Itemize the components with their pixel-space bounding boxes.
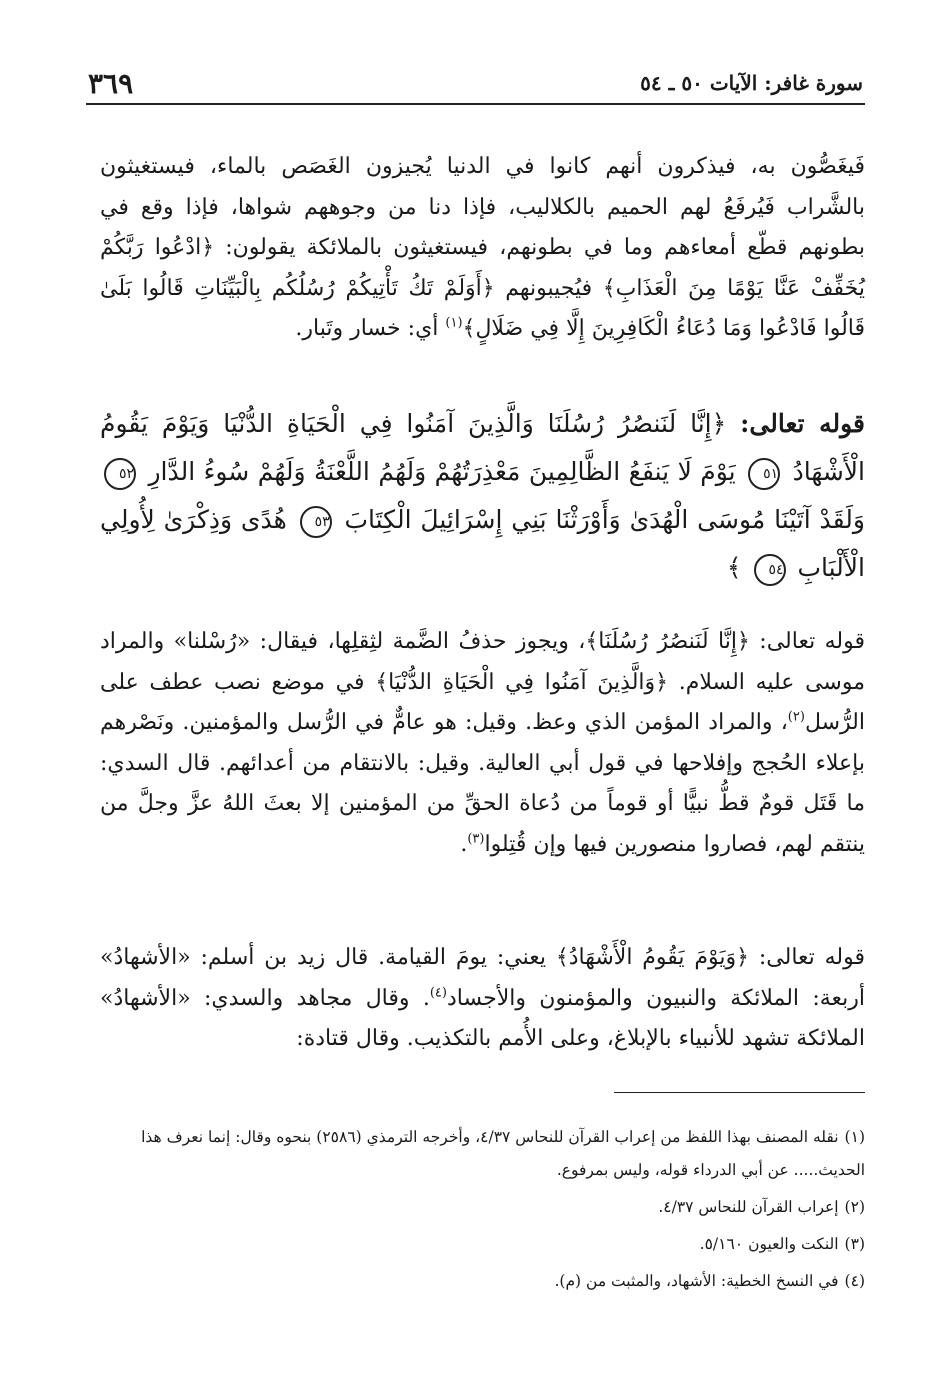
commentary-label: قوله تعالى: [759, 629, 866, 654]
footnote-ref-2: (٢) [787, 709, 805, 725]
paragraph-continuation [100, 147, 865, 350]
text-segment: فَيغَصُّون به، فيذكرون أنهم كانوا في الدنيا يُجيزون الغَصَص بالماء، فيستغيثون بالشَّراب فَيُرفَعُ لهم الحميم بالكلاليب، فإذا دنا من وجوههم شواها، فإذا وقع في بطونهم قطّع أمعاءهم وما في بطونهم، فيستغيثون بالملائكة يقولون: [100, 154, 865, 260]
verse-text: هُدًى وَذِكْرَىٰ لِأُولِي الْأَلْبَابِ [100, 505, 865, 582]
ayah-marker-52: ٥٢ [104, 458, 136, 490]
quran-quote: ﴿وَالَّذِينَ آمَنُوا فِي الْحَيَاةِ الدُّنْيَا﴾ [375, 669, 669, 695]
footnote-text: النكت والعيون ٥/١٦٠. [699, 1235, 839, 1253]
text-segment: . [460, 831, 468, 857]
text-segment: أي: خسار وتَبار. [295, 316, 439, 341]
footnote-number: (١) [844, 1128, 865, 1146]
ayah-marker-53: ٥٣ [300, 506, 332, 538]
verse-label: قوله تعالى: [740, 409, 865, 438]
footnote-4 [100, 1265, 865, 1298]
footnote-number: (٣) [844, 1235, 865, 1253]
verse-text: يَوْمَ لَا يَنفَعُ الظَّالِمِينَ مَعْذِرَتُهُمْ وَلَهُمُ اللَّعْنَةُ وَلَهُمْ سُوءُ الدَّارِ [148, 457, 736, 486]
footnote-ref-1: (١) [445, 315, 463, 331]
footnotes [100, 1121, 865, 1302]
text-segment: ، ويجوز حذفُ الضَّمة لثِقلِها، فيقال: «رُسْلنا» والمراد موسى عليه السلام. [100, 629, 865, 695]
quran-quote: ﴿ادْعُوا رَبَّكُمْ يُخَفِّفْ عَنَّا يَوْمًا مِنَ الْعَذَابِ﴾ [100, 235, 866, 301]
footnote-1 [100, 1121, 865, 1187]
footnote-rule [614, 1092, 865, 1093]
verse-text: وَلَقَدْ آتَيْنَا مُوسَى الْهُدَىٰ وَأَوْرَثْنَا بَنِي إِسْرَائِيلَ الْكِتَابَ [344, 505, 865, 534]
footnote-2 [100, 1191, 865, 1224]
commentary-paragraph [100, 938, 865, 1060]
footnote-text: نقله المصنف بهذا اللفظ من إعراب القرآن للنحاس ٤/٣٧، وأخرجه الترمذي (٢٥٨٦) بنحوه وقال: إنما نعرف هذا الحديث..... عن أبي الدرداء قوله، وليس بمرفوع. [141, 1128, 865, 1179]
quran-quote: ﴿إِنَّا لَنَنصُرُ رُسُلَنَا﴾ [585, 629, 750, 654]
quran-quote: ﴿وَيَوْمَ يَقُومُ الْأَشْهَادُ﴾ [555, 945, 750, 970]
running-title: سورة غافر: الآيات ٥٠ ـ ٥٤ [640, 71, 863, 95]
ayah-marker-51: ٥١ [748, 458, 780, 490]
ayah-marker-54: ٥٤ [754, 554, 786, 586]
footnote-ref-4: (٤) [429, 985, 447, 1001]
page-header [88, 66, 863, 100]
page-number: ٣٦٩ [88, 66, 134, 100]
quran-quote: ﴿أَوَلَمْ تَكُ تَأْتِيكُمْ رُسُلُكُم بِالْبَيِّنَاتِ قَالُوا بَلَىٰ قَالُوا فَادْعُوا وَمَا دُعَاءُ الْكَافِرِينَ إِلَّا فِي ضَلَالٍ﴾ [100, 275, 865, 341]
footnote-number: (٢) [844, 1198, 865, 1216]
footnote-number: (٤) [844, 1272, 865, 1290]
verse-block [100, 400, 865, 592]
text-segment: ، والمراد المؤمن الذي وعظ. وقيل: هو عامٌّ في الرُّسل والمؤمنين. ونَصْرهم بإعلاء الحُجج وإفلاحها في قول أبي العالية. وقيل: بالانتقام من أعدائهم. قال السدي: ما قَتَل قومٌ قطُّ نبيًّا أو قوماً من دُعاة الحقِّ من المؤمنين إلا بعثَ اللهُ عزَّ وجلَّ من ينتقم لهم، فصاروا منصورين فيها وإن قُتِلوا [100, 710, 865, 857]
text-segment: في موضع نصب عطف على الرُّسل [100, 669, 865, 735]
verse-text: ﴿إِنَّا لَنَنصُرُ رُسُلَنَا وَالَّذِينَ آمَنُوا فِي الْحَيَاةِ الدُّنْيَا وَيَوْمَ يَقُومُ الْأَشْهَادُ [100, 409, 866, 486]
text-segment: يعني: يومَ القيامة. قال زيد بن أسلم: «الأشهادُ» أربعة: الملائكة والنبيون والمؤمنون والأجساد [100, 945, 865, 1011]
commentary-label: قوله تعالى: [758, 945, 866, 970]
footnote-text: إعراب القرآن للنحاس ٤/٣٧. [658, 1198, 839, 1216]
verse-close: ﴾ [726, 553, 742, 582]
footnote-3 [100, 1228, 865, 1261]
header-rule [86, 103, 865, 105]
footnote-ref-3: (٣) [467, 831, 485, 847]
commentary-paragraph [100, 622, 865, 865]
text-segment: فيُجيبونهم [505, 275, 593, 301]
text-segment: . وقال مجاهد والسدي: «الأشهادُ» الملائكة تشهد للأنبياء بالإبلاغ، وعلى الأُمم بالتكذيب. وقال قتادة: [100, 985, 865, 1051]
footnote-text: في النسخ الخطية: الأشهاد، والمثبت من (م). [554, 1272, 839, 1290]
